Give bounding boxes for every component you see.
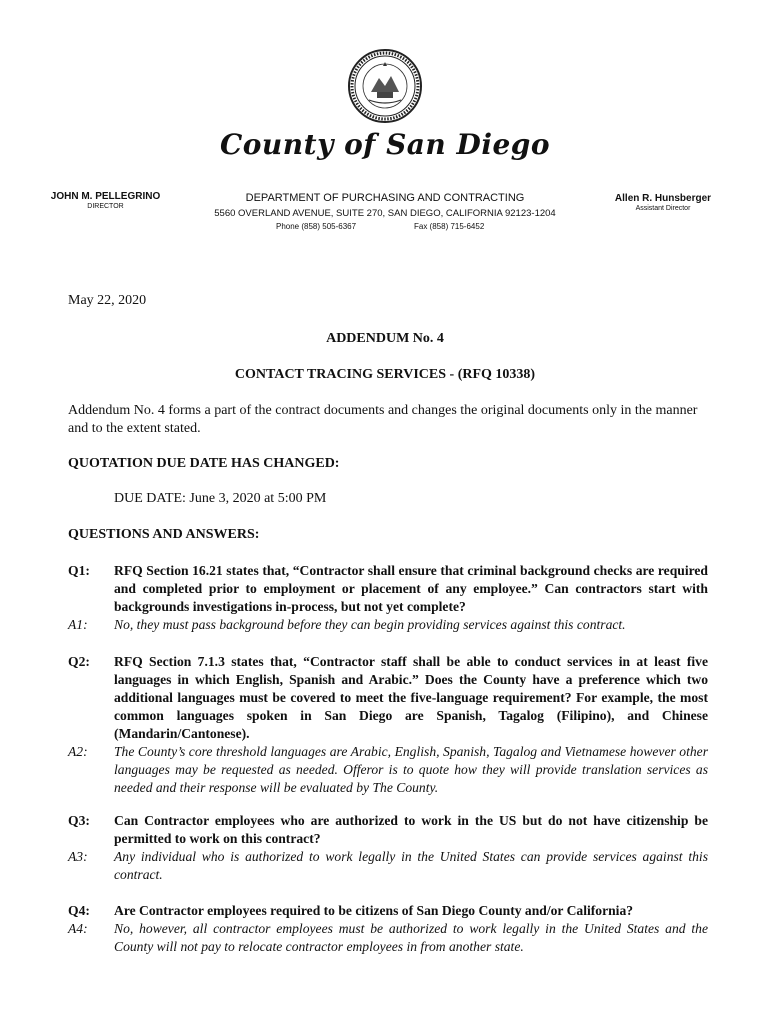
question-text: Are Contractor employees required to be citizens of San Diego County and/or California?: [114, 903, 634, 918]
question-3: [68, 812, 708, 848]
question-label: Q3:: [68, 813, 90, 828]
answer-text: No, they must pass background before they can begin providing services against this contract.: [114, 617, 626, 632]
phone-number: Phone (858) 505-6367: [276, 222, 357, 231]
answer-3: [68, 848, 708, 884]
answer-text: The County’s core threshold languages are Arabic, English, Spanish, Tagalog and Vietnamese however other languages may be requested as needed. Offeror is to quote how they will provide translation services as needed and their response will be evaluated by The County.: [114, 744, 708, 795]
addendum-title: ADDENDUM No. 4: [326, 331, 444, 346]
fax-number: Fax (858) 715-6452: [414, 222, 485, 231]
letter-date: May 22, 2020: [68, 293, 147, 308]
department-address: 5560 OVERLAND AVENUE, SUITE 270, SAN DIEGO, CALIFORNIA 92123-1204: [214, 208, 556, 219]
answer-text: No, however, all contractor employees must be authorized to work legally in the United States and the County will not pay to relocate contractor employees in from another state.: [114, 921, 708, 954]
director-name: JOHN M. PELLEGRINO: [50, 191, 161, 202]
answer-label: A1:: [68, 617, 88, 632]
answer-label: A3:: [68, 849, 88, 864]
department-name: DEPARTMENT OF PURCHASING AND CONTRACTING: [245, 192, 525, 204]
question-text: Can Contractor employees who are authorized to work in the US but do not have citizenship be permitted to work on this contract?: [114, 813, 708, 846]
qa-heading: QUESTIONS AND ANSWERS:: [68, 527, 260, 542]
question-2: [68, 653, 708, 743]
county-title: County of San Diego: [219, 128, 551, 161]
county-seal-icon: [347, 48, 423, 124]
rfq-subject: CONTACT TRACING SERVICES - (RFQ 10338): [234, 367, 536, 382]
qa-item-1: [68, 562, 708, 634]
question-label: Q1:: [68, 563, 90, 578]
qa-item-4: [68, 902, 708, 956]
question-text: RFQ Section 7.1.3 states that, “Contractor staff shall be able to conduct services in at least five languages in which English, Spanish and Arabic.” Does the County have a preference which two additional languages must be covered to meet the five-language requirement? For example, the most common languages spoken in San Diego are Spanish, Tagalog (Filipino), and Chinese (Mandarin/Cantonese).: [114, 654, 708, 741]
intro-paragraph: Addendum No. 4 forms a part of the contract documents and changes the original documents only in the manner and to the extent stated.: [68, 403, 698, 436]
question-text: RFQ Section 16.21 states that, “Contractor shall ensure that criminal background checks are required and completed prior to employment or placement of any employee.” Can contractors start with backgrounds investigations in-process, but not yet complete?: [114, 563, 708, 614]
answer-label: A4:: [68, 921, 88, 936]
answer-4: [68, 920, 708, 956]
question-label: Q2:: [68, 654, 90, 669]
assistant-director-name: Allen R. Hunsberger: [614, 193, 712, 204]
question-1: [68, 562, 708, 616]
question-4: [68, 902, 708, 920]
answer-label: A2:: [68, 744, 88, 759]
due-date: DUE DATE: June 3, 2020 at 5:00 PM: [114, 491, 327, 506]
answer-2: [68, 743, 708, 797]
answer-text: Any individual who is authorized to work legally in the United States can provide services against this contract.: [114, 849, 708, 882]
answer-1: [68, 616, 708, 634]
qa-item-3: [68, 812, 708, 884]
qa-item-2: [68, 653, 708, 797]
director-title: DIRECTOR: [87, 203, 124, 210]
assistant-director-title: Assistant Director: [635, 205, 691, 212]
question-label: Q4:: [68, 903, 90, 918]
due-date-heading: QUOTATION DUE DATE HAS CHANGED:: [68, 456, 340, 471]
